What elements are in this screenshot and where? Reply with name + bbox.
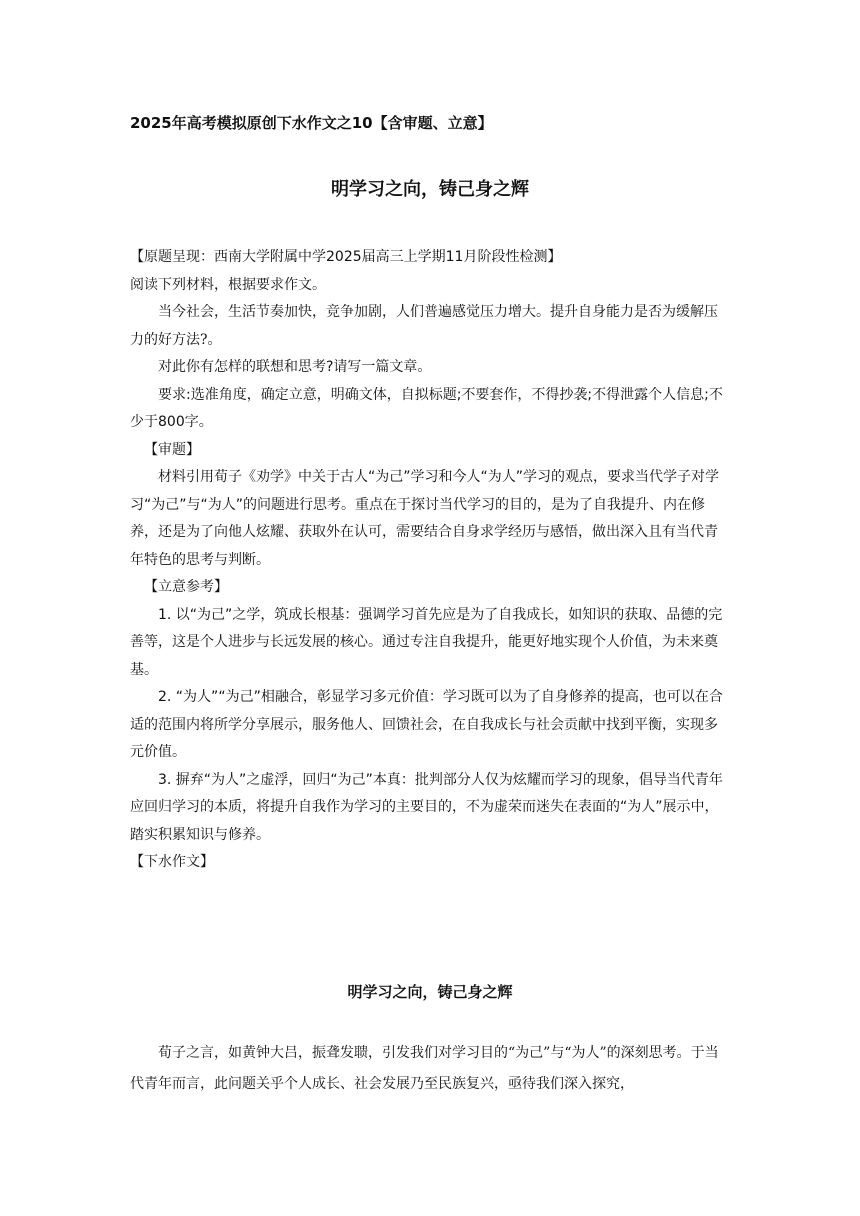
- idea-item-2: 2. “为人”“为己”相融合，彰显学习多元价值：学习既可以为了自身修养的提高，也可以在合适的范围内将所学分享展示，服务他人、回馈社会，在自我成长与社会贡献中找到平衡，实现多元价值。: [130, 689, 723, 760]
- requirements-text: 要求:选准角度，确定立意，明确文体，自拟标题;不要套作，不得抄袭;不得泄露个人信息;不少于800字。: [130, 386, 723, 430]
- source-line: 【原题呈现：西南大学附属中学2025届高三上学期11月阶段性检测】: [130, 249, 562, 265]
- essay-heading: 【下水作文】: [130, 854, 214, 870]
- analysis-heading: 【审题】: [144, 441, 200, 458]
- document-header: 2025年高考模拟原创下水作文之10【含审题、立意】: [130, 114, 493, 132]
- essay-paragraph: 荀子之言，如黄钟大吕，振聋发聩，引发我们对学习目的“为己”与“为人”的深刻思考。于当代青年而言，此问题关乎个人成长、社会发展乃至民族复兴，亟待我们深入探究，: [130, 1045, 719, 1092]
- material-text: 当今社会，生活节奏加快，竞争加剧，人们普遍感觉压力增大。提升自身能力是否为缓解压力的好方法?。: [130, 304, 718, 348]
- idea-item-3: 3. 摒弃“为人”之虚浮，回归“为己”本真：批判部分人仅为炫耀而学习的现象，倡导当代青年应回归学习的本质，将提升自我作为学习的主要目的，不为虚荣而迷失在表面的“为人”展示中，踏实积累知识与修养。: [130, 771, 723, 843]
- main-title: 明学习之向，铸己身之辉: [331, 179, 529, 200]
- prompt-text: 对此你有怎样的联想和思考?请写一篇文章。: [158, 359, 432, 375]
- instruction-text: 阅读下列材料，根据要求作文。: [130, 276, 326, 293]
- ideas-heading: 【立意参考】: [144, 579, 228, 595]
- analysis-text: 材料引用荀子《劝学》中关于古人“为己”学习和今人“为人”学习的观点，要求当代学子对学习“为己”与“为人”的问题进行思考。重点在于探讨当代学习的目的，是为了自我提升、内在修养，还是为了向他人炫耀、获取外在认可，需要结合自身求学经历与感悟，做出深入且有当代青年特色的思考与判断。: [130, 469, 720, 568]
- essay-title: 明学习之向，铸己身之辉: [347, 983, 513, 1001]
- document-body: [130, 244, 730, 877]
- idea-item-1: 1. 以“为己”之学，筑成长根基：强调学习首先应是为了自我成长，如知识的获取、品德的完善等，这是个人进步与长远发展的核心。通过专注自我提升，能更好地实现个人价值，为未来奠基。: [130, 606, 723, 678]
